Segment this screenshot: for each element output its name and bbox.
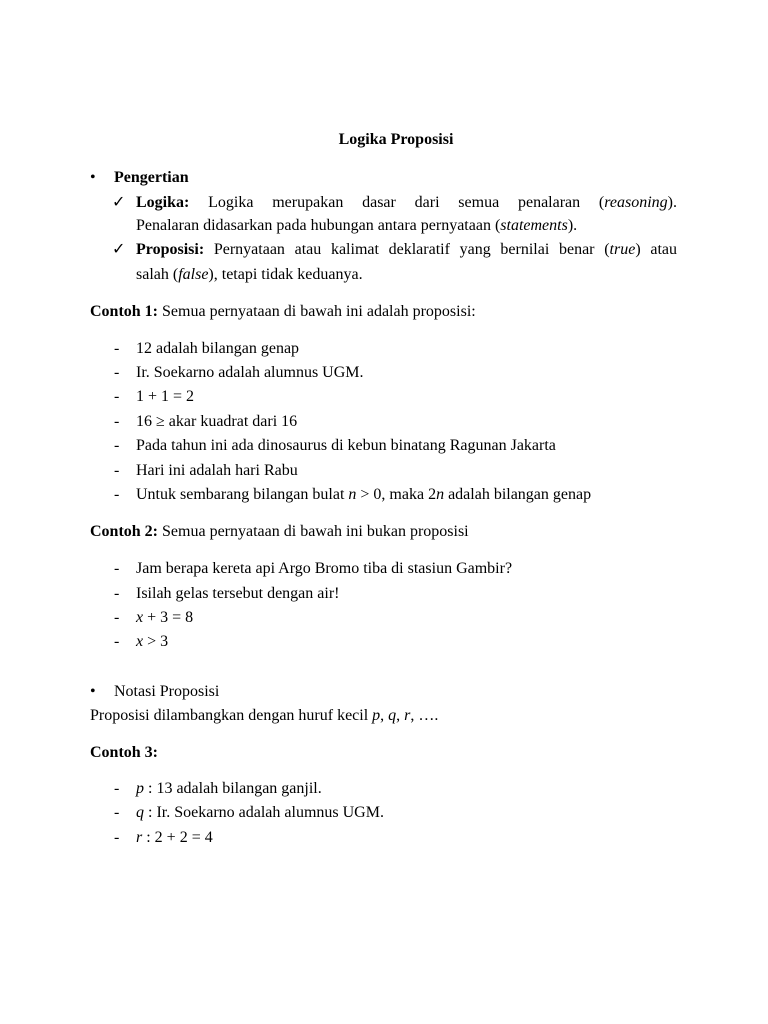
list-item: 16 ≥ akar kuadrat dari 16 (136, 413, 298, 430)
dash-icon: - (114, 780, 120, 797)
list-item: Ir. Soekarno adalah alumnus UGM. (136, 364, 364, 381)
list-item: Pada tahun ini ada dinosaurus di kebun binatang Ragunan Jakarta (136, 437, 556, 454)
dash-icon: - (114, 364, 120, 381)
list-item: Hari ini adalah hari Rabu (136, 462, 298, 479)
list-item: Untuk sembarang bilangan bulat n > 0, maka 2n adalah bilangan genap (136, 486, 592, 503)
dash-icon: - (114, 437, 120, 454)
logika-definition-line-1: Logika: Logika merupakan dasar dari semua penalaran (reasoning). (136, 194, 677, 211)
proposisi-definition-line-1: Proposisi: Pernyataan atau kalimat deklaratif yang bernilai benar (true) atau (136, 241, 677, 258)
contoh-1-heading: Contoh 1: Semua pernyataan di bawah ini adalah proposisi: (90, 303, 476, 320)
dash-icon: - (114, 340, 120, 357)
list-item: x > 3 (136, 633, 169, 650)
checkmark-icon: ✓ (112, 241, 126, 258)
contoh-2-heading: Contoh 2: Semua pernyataan di bawah ini bukan proposisi (90, 523, 469, 540)
contoh-3-heading: Contoh 3: (90, 744, 159, 761)
section-heading-notasi: Notasi Proposisi (114, 683, 220, 700)
list-item: 1 + 1 = 2 (136, 388, 195, 405)
dash-icon: - (114, 560, 120, 577)
proposisi-definition-line-2: salah (false), tetapi tidak keduanya. (136, 266, 363, 283)
bullet-icon: • (90, 683, 96, 700)
list-item: q : Ir. Soekarno adalah alumnus UGM. (136, 804, 384, 821)
list-item: p : 13 adalah bilangan ganjil. (136, 780, 322, 797)
notasi-description: Proposisi dilambangkan dengan huruf kecil p, q, r, …. (90, 707, 439, 724)
dash-icon: - (114, 388, 120, 405)
bullet-icon: • (90, 169, 96, 186)
list-item: Jam berapa kereta api Argo Bromo tiba di stasiun Gambir? (136, 560, 513, 577)
dash-icon: - (114, 829, 120, 846)
dash-icon: - (114, 633, 120, 650)
dash-icon: - (114, 585, 120, 602)
dash-icon: - (114, 804, 120, 821)
list-item: Isilah gelas tersebut dengan air! (136, 585, 340, 602)
list-item: 12 adalah bilangan genap (136, 340, 300, 357)
dash-icon: - (114, 462, 120, 479)
page-title: Logika Proposisi (338, 131, 454, 148)
dash-icon: - (114, 486, 120, 503)
section-heading-pengertian: Pengertian (114, 169, 189, 186)
logika-definition-line-2: Penalaran didasarkan pada hubungan antara pernyataan (statements). (136, 217, 578, 234)
dash-icon: - (114, 609, 120, 626)
list-item: x + 3 = 8 (136, 609, 194, 626)
checkmark-icon: ✓ (112, 194, 126, 211)
dash-icon: - (114, 413, 120, 430)
list-item: r : 2 + 2 = 4 (136, 829, 213, 846)
